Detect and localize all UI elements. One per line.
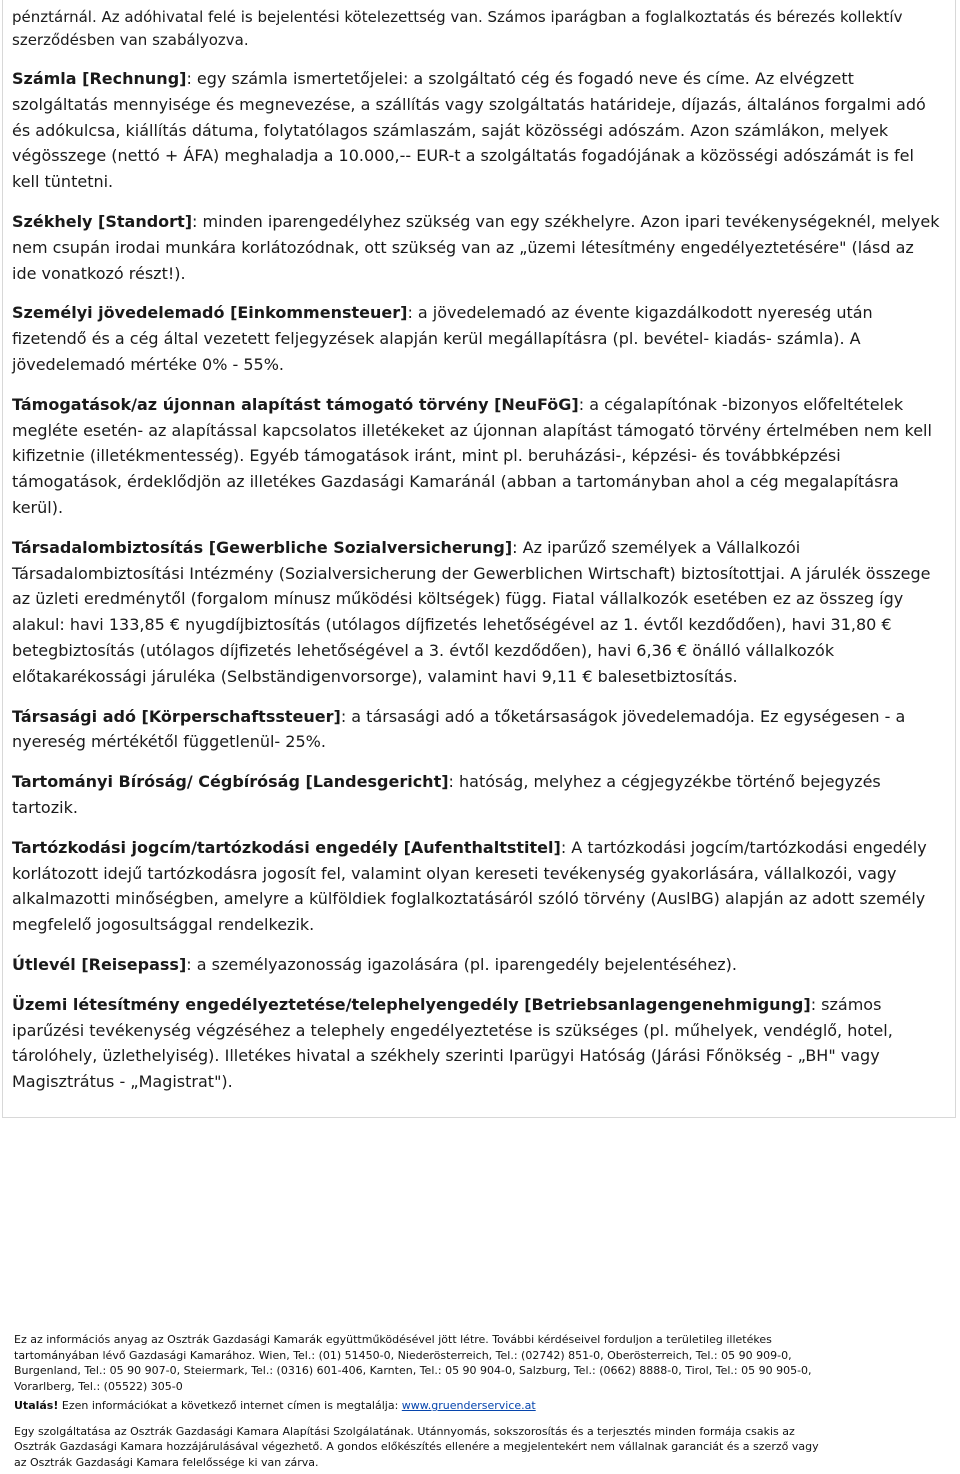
entry-term: Támogatások/az újonnan alapítást támogató törvény [NeuFöG] — [12, 394, 579, 414]
glossary-content — [12, 6, 942, 1109]
glossary-entry-jovedelemado — [12, 300, 942, 377]
glossary-entry-uzemi — [12, 992, 942, 1095]
glossary-entry-utlevel — [12, 952, 942, 978]
entry-text: : számos iparűzési tevékenység végzéséhez a telephely engedélyeztetése is szükséges (pl. műhelyek, vendéglő, hotel, tárolóhely, üzlethelyiség). Illetékes hivatal a székhely szerinti Iparügyi Hatóság (Járási Főnökség - „BH" vagy Magisztrátus - „Magistrat"). — [12, 994, 893, 1092]
entry-text: : a társasági adó a tőketársaságok jövedelemadója. Ez egységesen - a nyereség mértékétől függetlenül- 25%. — [12, 706, 906, 752]
entry-text: : a személyazonosság igazolására (pl. iparengedély bejelentéséhez). — [186, 954, 738, 974]
reference-label: Utalás! — [14, 1399, 59, 1412]
entry-term: Útlevél [Reisepass] — [12, 954, 187, 974]
glossary-entry-tarsasagi-ado — [12, 704, 942, 756]
entry-text: : a cégalapítónak -bizonyos előfeltételek megléte esetén- az alapítással kapcsolatos illetékeket az újonnan alapítást támogató törvény értelmében nem kell kifizetnie (illetékmentesség). Egyéb támogatások iránt, mint pl. beruházási-, képzési- és továbbképzési támogatások, érdeklődjön az illetékes Gazdasági Kamaránál (abban a tartományban ahol a cég megalapításra kerül). — [12, 394, 932, 517]
entry-text: pénztárnál. Az adóhivatal felé is bejelentési kötelezettség van. Számos iparágban a foglalkoztatás és bérezés kollektív szerződésben van szabályozva. — [12, 8, 903, 49]
footer-info: Ez az információs anyag az Osztrák Gazdasági Kamarák együttműködésével jött létre. További kérdéseivel forduljon a területileg illetékes tartományában lévő Gazdasági Kamarához. Wien, Tel.: (01) 51450-0, Niederösterreich, Tel.: (02742) 851-0, Oberösterreich, Tel.: 05 90 909-0, Burgenland, Tel.: 05 90 907-0, Steiermark, Tel.: (0316) 601-406, Karnten, Tel.: 05 90 904-0, Salzburg, Tel.: (0662) 8888-0, Tirol, Tel.: 05 90 905-0, Vorarlberg, Tel.: (05522) 305-0 — [14, 1333, 812, 1393]
reference-text: Ezen információkat a következő internet címen is megtalálja: — [58, 1399, 402, 1412]
entry-text: : egy számla ismertetőjelei: a szolgáltató cég és fogadó neve és címe. Az elvégzett szolgáltatás mennyisége és megnevezése, a szállítás vagy szolgáltatás határideje, díjazás, általános forgalmi adó és adókulcsa, kiállítás dátuma, folytatólagos számlaszám, saját közösségi adószám. Azon számlákon, melyek végösszege (nettó + ÁFA) meghaladja a 10.000,-- EUR-t a szolgáltatás fogadójának a közösségi adószámát is fel kell tüntetni. — [12, 69, 926, 192]
entry-text: : a jövedelemadó az évente kigazdálkodott nyereség után fizetendő és a cég által vezetett feljegyzések alapján kerül megállapításra (pl. bevétel- kiadás- számla). A jövedelemadó mértéke 0% - 55%. — [12, 303, 873, 374]
entry-text: : minden iparengedélyhez szükség van egy székhelyre. Azon ipari tevékenységeknél, melyek nem csupán irodai munkára korlátozódnak, ott szükség van az „üzemi létesítmény engedélyeztetésére" (lásd az ide vonatkozó részt!). — [12, 211, 940, 283]
entry-term: Társasági adó [Körperschaftssteuer] — [12, 706, 341, 726]
footer-reference — [14, 1398, 834, 1414]
entry-term: Személyi jövedelemadó [Einkommensteuer] — [12, 303, 408, 323]
glossary-entry-szekhely — [12, 209, 942, 286]
glossary-entry-szamla — [12, 66, 942, 195]
entry-term: Üzemi létesítmény engedélyeztetése/telephelyengedély [Betriebsanlagengenehmigung] — [12, 994, 811, 1014]
glossary-entry-intro — [12, 6, 942, 52]
entry-text: : hatóság, melyhez a cégjegyzékbe történő bejegyzés tartozik. — [12, 772, 881, 817]
entry-term: Tartózkodási jogcím/tartózkodási engedély [Aufenthaltstitel] — [12, 837, 561, 857]
glossary-entry-tartozkodasi — [12, 835, 942, 938]
entry-term: Számla [Rechnung] — [12, 69, 187, 88]
entry-term: Tartományi Bíróság/ Cégbíróság [Landesgericht] — [12, 772, 449, 792]
glossary-entry-tarsadalombiztositas — [12, 535, 942, 690]
glossary-entry-birosag — [12, 769, 942, 821]
entry-text: : A tartózkodási jogcím/tartózkodási engedély korlátozott idejű tartózkodásra jogosít fel, valamint olyan kereseti tevékenység gyakorlására, vállalkozói, vagy alkalmazotti minőségben, amelyre a külföldiek foglalkoztatásáról szóló törvény (AuslBG) alapján az adott személy megfelelő jogosultsággal rendelkezik. — [12, 837, 927, 935]
page-footer — [14, 1332, 834, 1470]
website-link[interactable]: www.gruenderservice.at — [401, 1399, 536, 1412]
footer-disclaimer: Egy szolgáltatása az Osztrák Gazdasági Kamara Alapítási Szolgálatának. Utánnyomás, sokszorosítás és a terjesztés minden formája csakis az Osztrák Gazdasági Kamara hozzájárulásával végezhető. A gondos előkészítés ellenére a megjelentekért nem vállalnak garanciát és a szerző vagy az Osztrák Gazdasági Kamara felelőssége ki van zárva. — [14, 1424, 819, 1469]
entry-term: Székhely [Standort] — [12, 211, 193, 231]
entry-term: Társadalombiztosítás [Gewerbliche Sozialversicherung] — [12, 537, 513, 557]
glossary-entry-tamogatasok — [12, 392, 942, 521]
entry-text: : Az iparűző személyek a Vállalkozói Társadalombiztosítási Intézmény (Sozialversicherung der Gewerblichen Wirtschaft) biztosítottjai. A járulék összege az üzleti eredménytől (forgalom mínusz működési költségek) függ. Fiatal vállalkozók esetében ez az összeg így alakul: havi 133,85 € nyugdíjbiztosítás (utólagos díjfizetés lehetőségével az 1. évtől kezdődően), havi 31,80 € betegbiztosítás (utólagos díjfizetés lehetőségével a 3. évtől kezdődően), havi 6,36 € önálló vállalkozók előtakarékossági járuléka (Selbständigenvorsorge), valamint havi 9,11 € balesetbiztosítás. — [12, 537, 931, 686]
